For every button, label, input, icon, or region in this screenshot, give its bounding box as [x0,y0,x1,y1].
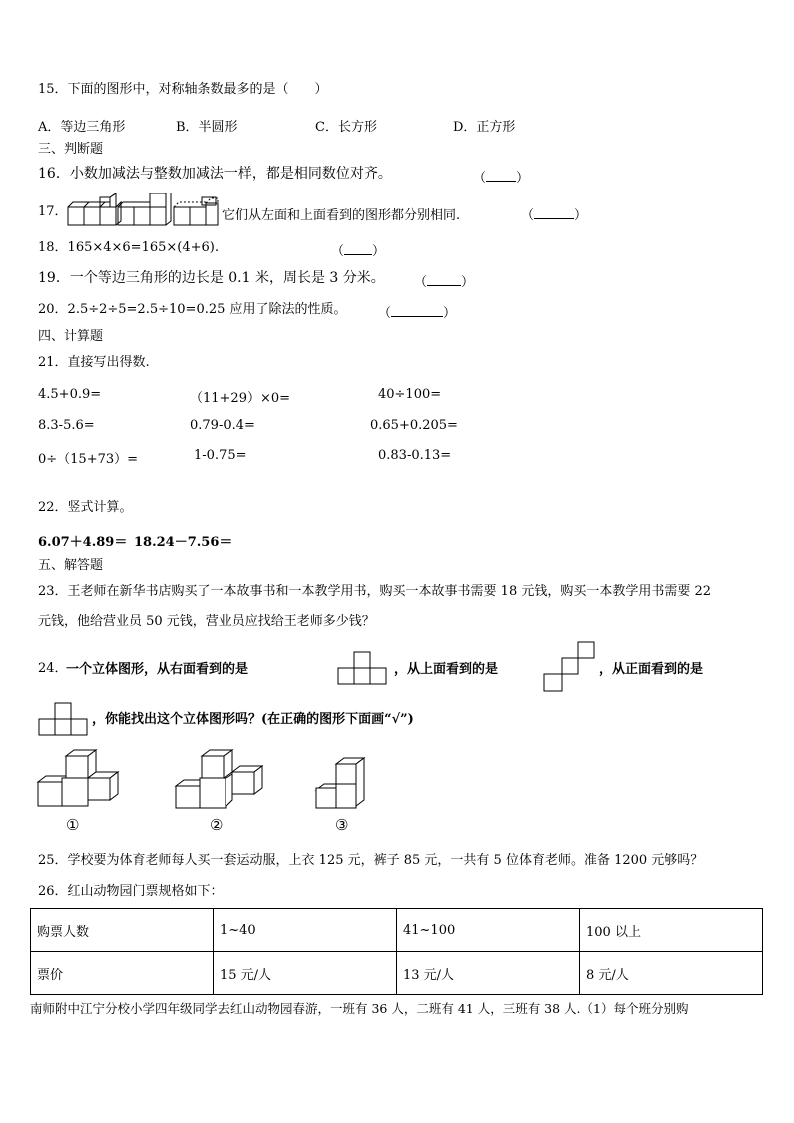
q21-item: 0.83-0.13= [378,448,452,463]
q15-option-c: C．长方形 [315,120,377,135]
table-cell: 41~100 [397,909,580,952]
q22-stem: 22．竖式计算。 [38,500,133,515]
table-cell: 购票人数 [31,909,214,952]
q22-expression-b: 18.24－7.56＝ [134,535,233,550]
q24-text-4: ，你能找出这个立体图形吗？(在正确的图形下面画“√”) [92,712,414,727]
q24-number: 24． [38,661,68,676]
q24-top-view-icon [543,641,597,693]
q24-label-1: ① [66,816,80,834]
q15-option-a: A．等边三角形 [38,120,126,135]
q24-text-1: 一个立体图形，从右面看到的是 [66,662,249,677]
q21-item: 4.5+0.9= [38,387,102,402]
q21-stem: 21．直接写出得数. [38,355,150,370]
table-cell: 13 元/人 [397,952,580,995]
q21-item: 0.65+0.205= [370,418,458,433]
q23-line-2: 元钱，他给营业员 50 元钱，营业员应找给王老师多少钱？ [38,614,375,629]
q22-expression-a: 6.07＋4.89＝ [38,535,128,550]
q24-right-view-icon [337,651,391,685]
q21-item: 8.3-5.6= [38,418,95,433]
q24-solid-figure-2 [174,748,264,810]
q21-item: （11+29）×0= [190,391,291,406]
table-cell: 100 以上 [580,909,763,952]
q17-cube-figures [66,193,222,229]
q21-item: 1-0.75= [194,448,247,463]
q19-text: 19．一个等边三角形的边长是 0.1 米，周长是 3 分米。 [38,270,385,286]
table-row [31,952,763,995]
section-3-heading: 三、判断题 [38,142,104,157]
q18-text: 18．165×4×6=165×(4+6). [38,240,219,255]
q17-text: 它们从左面和上面看到的图形都分别相同. [222,208,461,223]
table-cell: 8 元/人 [580,952,763,995]
q15-option-b: B．半圆形 [176,120,238,135]
q15-stem: 15．下面的图形中，对称轴条数最多的是（ ） [38,82,328,97]
q26-stem: 26．红山动物园门票规格如下： [38,884,224,899]
q24-label-2: ② [210,816,224,834]
table-cell: 1~40 [214,909,397,952]
q20-answer-blank: （ ） [378,306,457,321]
section-5-heading: 五、解答题 [38,558,104,573]
q21-item: 0÷（15+73）= [38,452,139,467]
section-4-heading: 四、计算题 [38,329,104,344]
q24-label-3: ③ [335,816,349,834]
q19-answer-blank: （ ） [414,275,475,290]
q21-item: 40÷100= [378,387,442,402]
table-row [31,909,763,952]
q16-answer-blank: （ ） [473,171,530,186]
q26-after-text: 南师附中江宁分校小学四年级同学去红山动物园春游，一班有 36 人，二班有 41 人，三班有 38 人.（1）每个班分别购 [30,1001,689,1016]
q15-option-d: D．正方形 [453,120,516,135]
q24-solid-figure-1 [36,748,120,808]
q21-item: 0.79-0.4= [190,418,255,433]
q17-answer-blank: （ ） [521,208,588,223]
q18-answer-blank: （ ） [331,244,386,259]
q17-number: 17． [38,204,68,219]
table-cell: 15 元/人 [214,952,397,995]
q24-front-view-icon [38,702,90,736]
q16-text: 16．小数加减法与整数加减法一样，都是相同数位对齐。 [38,166,392,182]
q24-text-3: ，从正面看到的是 [599,662,704,677]
q20-text: 20．2.5÷2÷5=2.5÷10=0.25 应用了除法的性质。 [38,302,347,317]
q24-solid-figure-3 [314,756,370,812]
table-cell: 票价 [31,952,214,995]
q23-line-1: 23．王老师在新华书店购买了一本故事书和一本教学用书，购买一本故事书需要 18 元钱，购买一本教学用书需要 22 [38,584,712,599]
q25-text: 25．学校要为体育老师每人买一套运动服，上衣 125 元，裤子 85 元，一共有 5 位体育老师。准备 1200 元够吗？ [38,853,704,868]
ticket-price-table [30,908,763,995]
q24-text-2: ，从上面看到的是 [394,662,499,677]
